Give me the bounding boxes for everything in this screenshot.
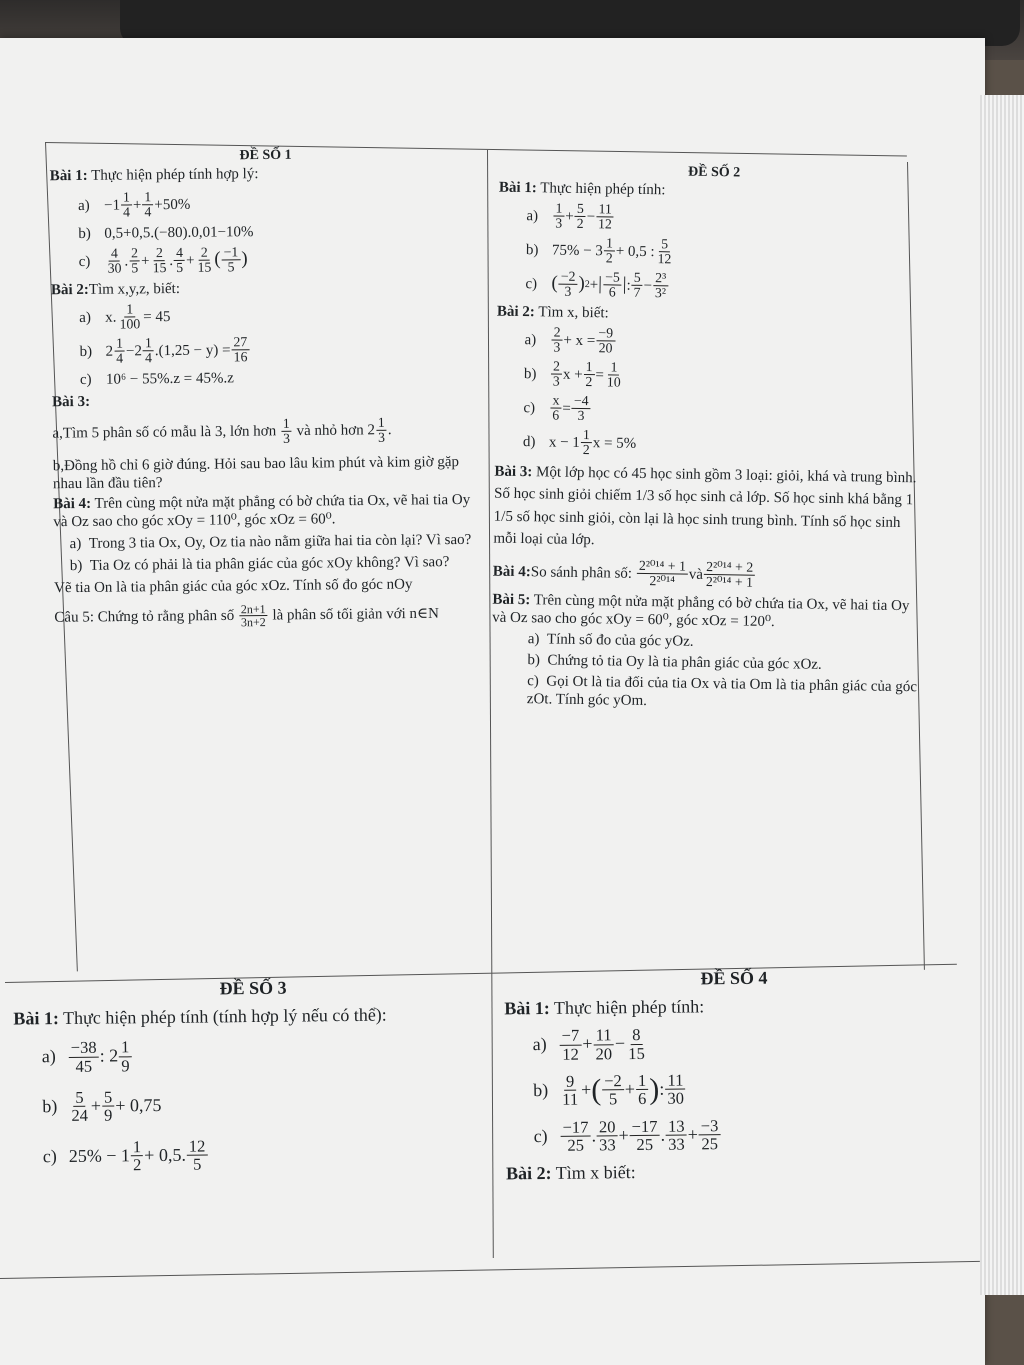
bai-label: Bài 1:: [49, 167, 88, 185]
num: 1: [376, 415, 387, 431]
bai-label: Bài 1:: [13, 1007, 59, 1029]
num: 2³: [653, 271, 668, 287]
den: 33: [599, 1135, 616, 1155]
de2-bai5-c: c) Gọi Ot là tia đối của tia Ox và tia Om là tia phân giác của góc zOt. Tính góc yOm.: [526, 672, 918, 709]
fraction: [560, 1118, 590, 1154]
den: 20: [595, 1043, 613, 1064]
bai-label: Bài 1:: [498, 179, 537, 197]
fraction: [626, 1026, 647, 1062]
fraction: [102, 1088, 115, 1124]
de-so-2: [491, 162, 930, 714]
de1-bai4-a: a) Trong 3 tia Ox, Oy, Oz tia nào nằm giữa hai tia còn lại? Vì sao?: [69, 531, 472, 552]
num: 5: [575, 202, 586, 218]
bai-label: Bài 2:: [496, 303, 536, 320]
fraction: [604, 236, 615, 266]
num: −17: [630, 1118, 660, 1137]
num: 1: [608, 360, 619, 376]
num: 1: [636, 1072, 648, 1091]
de2-bai3: [493, 460, 924, 557]
den: 3: [552, 373, 560, 389]
den: 12: [562, 1044, 579, 1064]
num: 2: [199, 245, 210, 261]
text: Câu 5: Chứng tỏ rằng phân số: [54, 607, 235, 626]
item-label: c): [523, 399, 536, 416]
de1-bai2-a: [51, 298, 483, 332]
den: 15: [152, 260, 167, 276]
num: −17: [560, 1118, 590, 1137]
num: 2²⁰¹⁴ + 2: [704, 560, 755, 576]
fraction: [655, 237, 673, 267]
de3-bai1-c: [15, 1134, 495, 1175]
num: 11: [665, 1072, 685, 1091]
den: 7: [633, 285, 641, 301]
item-label: c): [42, 1145, 57, 1167]
fraction: [581, 428, 592, 458]
math-text: + 0,75: [115, 1095, 162, 1116]
fraction: [142, 190, 153, 220]
fraction: [603, 270, 622, 300]
num: 2: [552, 325, 563, 341]
den: 2: [576, 216, 584, 232]
math-text: 2: [105, 343, 114, 360]
num: −5: [603, 270, 622, 286]
num: 5: [73, 1089, 85, 1108]
de2-bai1-c: c) ( $\frac{-2}{3}$ ) 2 + | $\frac{-5}{6}$ | : $\frac{5}{7}$ − $\frac{\text{2³}}{\text{3²}}$: [497, 268, 927, 305]
math-text: −1: [103, 197, 121, 214]
math-text: +50%: [154, 196, 191, 213]
bai-text: Trên cùng một nửa mặt phẳng có bờ chứa tia Ox, vẽ hai tia Oy và Oz sao cho góc xOy = 60⁰, góc xOz = 120⁰.: [492, 591, 910, 630]
den: 16: [233, 349, 248, 365]
fraction: [376, 415, 387, 445]
fraction: [596, 326, 615, 356]
item-label: a): [532, 1034, 547, 1055]
math-text: 75% − 3: [551, 242, 604, 260]
de1-bai2-b: [51, 332, 483, 366]
num: 1: [124, 302, 135, 318]
de2-bai2-d: [495, 426, 925, 463]
item-label: c): [525, 275, 538, 292]
bai-label: Bài 2:: [505, 1162, 552, 1184]
fraction: [636, 1072, 649, 1108]
de4-title: ĐỀ SỐ 4: [700, 967, 768, 989]
math-text: 25% − 1: [68, 1145, 131, 1166]
fraction: [150, 246, 168, 276]
num: −9: [596, 326, 615, 342]
den: 2²⁰¹⁴: [649, 573, 676, 589]
text: Tính số đo của góc yOz.: [546, 631, 694, 650]
num: 1: [584, 360, 595, 376]
math-text: + 0,5.: [144, 1144, 187, 1165]
fraction: [597, 1118, 618, 1154]
num: −2: [602, 1072, 624, 1091]
den: 10: [606, 374, 621, 390]
bai-text: Thực hiện phép tính (tính hợp lý nếu có thể):: [58, 1004, 387, 1028]
de1-bai2: [51, 276, 483, 299]
text: a,Tìm 5 phân số có mẫu là 3, lớn hơn: [52, 423, 277, 442]
fraction: [560, 1073, 580, 1109]
num: 1: [121, 190, 132, 206]
de1-bai3: Bài 3:: [52, 393, 91, 410]
bai-text: Thực hiện phép tính hợp lý:: [87, 165, 259, 184]
fraction: [558, 269, 577, 299]
math-text: −2: [125, 343, 143, 360]
den: 12: [597, 216, 613, 232]
num: 1: [553, 201, 564, 217]
den: 6: [552, 407, 560, 423]
den: 3: [553, 339, 561, 355]
fraction: [665, 1072, 686, 1108]
den: 3²: [654, 285, 667, 301]
den: 9: [121, 1055, 130, 1075]
de2-bai5: [492, 590, 923, 633]
num: 5: [102, 1088, 114, 1107]
de4-bai1-c: c) $\frac{-17}{25}$ . $\frac{20}{33}$ + $\frac{-17}{25}$ . $\frac{13}{33}$ + $\frac{-3}{25}$: [505, 1115, 965, 1156]
de1-bai1-c: c) $\frac{4}{30}$ . $\frac{2}{5}$ + $\frac{2}{15}$ . $\frac{4}{5}$ + $\frac{2}{15}$ ( $\frac{-1}{5}$ ): [51, 243, 483, 277]
den: 12: [657, 251, 672, 267]
item-label: b): [79, 343, 93, 360]
fraction: [559, 1027, 581, 1063]
math-text: + 0,5 :: [615, 243, 655, 260]
den: 3n+2: [240, 615, 266, 630]
fraction: [114, 336, 125, 366]
de2-bai2-b: [496, 358, 926, 395]
den: 25: [701, 1134, 719, 1154]
den: 11: [562, 1090, 579, 1110]
num: 1: [114, 336, 125, 352]
num: 20: [597, 1118, 618, 1137]
den: 5: [608, 1089, 618, 1109]
fraction: [551, 325, 562, 355]
text: .: [387, 421, 392, 438]
math-text: 10⁶ − 55%.z = 45%.z: [105, 370, 234, 388]
num: 1: [281, 416, 292, 432]
fraction: [131, 1138, 144, 1174]
de2-bai2: [497, 302, 927, 327]
num: 2n+1: [239, 603, 268, 617]
math-text: x.: [105, 309, 117, 326]
fraction: [550, 393, 561, 423]
den: 2: [132, 1155, 142, 1175]
de2-bai2-a: [496, 324, 926, 361]
num: 2: [551, 359, 562, 375]
bai-label: Bài 4:: [492, 563, 531, 580]
fraction: [631, 270, 642, 300]
fraction: [239, 603, 268, 629]
de2-bai2-c: [495, 392, 925, 429]
de3-bai1-b: [14, 1084, 494, 1125]
num: 1: [581, 428, 592, 444]
num: 1: [142, 190, 153, 206]
math-text: x +: [562, 366, 583, 383]
fraction: [637, 558, 689, 589]
item-label: b): [533, 1080, 549, 1101]
num: −1: [221, 245, 240, 261]
bai-text: Một lớp học có 45 học sinh gồm 3 loại: giỏi, khá và trung bình. Số học sinh giỏi chiếm 1/3 số học sinh cả lớp. Số học sinh khá bằng 1 1/5 số học sinh giỏi, còn lại là học sinh trung bình. Tính số học sinh mỗi loại của lớp.: [493, 463, 917, 549]
fraction: [593, 1026, 614, 1062]
fraction: [221, 245, 240, 275]
fraction: [666, 1117, 687, 1153]
bai-label: Bài 2:: [50, 281, 89, 299]
num: 4: [174, 246, 185, 262]
den: 25: [636, 1135, 654, 1155]
num: 1: [119, 1038, 131, 1057]
bai-text: Tìm x,y,z, biết:: [88, 280, 181, 298]
den: 9: [103, 1105, 113, 1125]
item-label: b): [523, 365, 537, 382]
fraction: [553, 201, 564, 231]
den: 20: [598, 340, 613, 356]
den: 3: [577, 408, 585, 424]
den: 2²⁰¹⁴ + 1: [705, 574, 754, 590]
fraction: [596, 202, 614, 232]
math-text: =: [595, 366, 605, 383]
fraction: [129, 246, 140, 276]
fraction: [143, 336, 154, 366]
fraction: [653, 271, 669, 301]
den: 6: [638, 1089, 647, 1109]
den: 3: [377, 429, 386, 446]
fraction: [575, 202, 586, 232]
num: −4: [572, 393, 591, 409]
math-text: x = 5%: [592, 434, 637, 452]
bai-label: Bài 5:: [492, 591, 531, 608]
num: 2: [129, 246, 140, 262]
bai-label: Bài 4:: [53, 495, 92, 512]
den: 2: [605, 250, 613, 266]
num: 2²⁰¹⁴ + 1: [637, 558, 688, 574]
de3-bai1: [13, 1003, 493, 1030]
num: 4: [109, 246, 120, 262]
de4-bai1: [504, 993, 964, 1019]
text: và: [688, 566, 704, 583]
fraction: [117, 302, 142, 332]
math-text: : 2: [99, 1045, 119, 1066]
de-so-4: [504, 966, 966, 1185]
num: −7: [559, 1027, 581, 1046]
den: 3: [555, 215, 563, 231]
num: 13: [666, 1117, 687, 1136]
item-label: c): [79, 371, 92, 388]
fraction: [106, 246, 124, 276]
num: 11: [594, 1026, 614, 1045]
num: −3: [699, 1117, 721, 1136]
fraction: [630, 1118, 660, 1154]
math-text: .(1,25 − y) =: [154, 342, 231, 359]
de-so-1: [49, 146, 486, 631]
de3-bai1-a: [14, 1035, 494, 1076]
de-so-3: [13, 975, 495, 1179]
item-label: b): [78, 225, 91, 242]
bai-text: So sánh phân số:: [530, 563, 633, 582]
den: 4: [116, 350, 124, 366]
fraction: [602, 1072, 624, 1108]
num: 1: [131, 1138, 143, 1157]
de1-bai4-c: Vẽ tia On là tia phân giác của góc xOz. Tính số đo góc nOy: [53, 576, 413, 596]
den: 2: [582, 442, 590, 458]
fraction: [551, 359, 562, 389]
item-label: c): [78, 253, 91, 270]
de1-bai4: [53, 490, 485, 531]
fraction: [187, 1137, 208, 1173]
text: Gọi Ot là tia đối của tia Ox và tia Om là tia phân giác của góc zOt. Tính góc yOm.: [526, 673, 918, 709]
den: 4: [123, 204, 131, 220]
fraction: [704, 560, 756, 591]
den: 25: [567, 1135, 585, 1156]
den: 5: [227, 259, 235, 275]
den: 30: [107, 260, 122, 276]
bai-text: Tìm x biết:: [551, 1161, 636, 1183]
num: 11: [596, 202, 614, 218]
num: −38: [69, 1039, 99, 1058]
fraction: [583, 360, 594, 390]
den: 15: [197, 259, 212, 275]
de1-title: ĐỀ SỐ 1: [239, 147, 292, 164]
text: Chứng tỏ tia Oy là tia phân giác của góc xOz.: [547, 652, 822, 673]
den: 33: [668, 1134, 685, 1155]
math-text: +: [132, 197, 142, 214]
num: 9: [564, 1073, 576, 1092]
math-text: 0,5+0,5.(−80).0,01−10%: [104, 223, 254, 242]
item-label: a): [77, 197, 90, 214]
den: 6: [608, 284, 616, 300]
den: 100: [119, 316, 141, 332]
de2-bai5-a: a) Tính số đo của góc yOz.: [527, 630, 694, 650]
den: 30: [667, 1089, 685, 1109]
bai-text: Thực hiện phép tính:: [549, 995, 705, 1018]
bai-text: Trên cùng một nửa mặt phẳng có bờ chứa tia Ox, vẽ hai tia Oy và Oz sao cho góc xOy = 110⁰, góc xOz = 60⁰.: [53, 491, 471, 530]
text: và nhỏ hơn 2: [292, 421, 376, 439]
num: 8: [630, 1026, 642, 1045]
de1-bai4-b: b) Tia Oz có phải là tia phân giác của góc xOy không? Vì sao?: [69, 553, 450, 574]
math-text: = 45: [143, 308, 171, 326]
num: −2: [559, 269, 578, 285]
den: 4: [144, 350, 153, 366]
item-label: c): [533, 1126, 548, 1147]
den: 5: [131, 260, 139, 276]
bai-text: Tìm x, biết:: [534, 303, 609, 322]
num: x: [550, 393, 561, 409]
math-text: x − 1: [548, 434, 581, 451]
stacked-pages: [980, 95, 1024, 1295]
fraction: [174, 246, 185, 276]
de2-bai4: [493, 556, 923, 593]
de1-bai3-b: b,Đồng hồ chỉ 6 giờ đúng. Hỏi sau bao lâu kim phút và kim giờ gặp nhau lần đầu tiên?: [52, 453, 460, 492]
fraction: [119, 1038, 132, 1074]
num: 1: [604, 236, 615, 252]
math-text: =: [562, 400, 571, 417]
bai-label: Bài 3:: [494, 463, 533, 480]
item-label: b): [525, 241, 539, 259]
math-text: +: [90, 1095, 102, 1116]
de4-bai1-b: b) $\frac{9}{11}$ + ( $\frac{-2}{5}$ + $\frac{1}{6}$ ) : $\frac{11}{30}$: [505, 1069, 965, 1110]
den: 2: [585, 374, 593, 390]
num: 5: [632, 270, 643, 286]
num: 27: [231, 335, 249, 351]
den: 24: [71, 1106, 89, 1126]
den: 3: [282, 430, 291, 447]
de1-bai1: [50, 163, 482, 186]
den: 4: [144, 204, 152, 220]
fraction: [195, 245, 213, 275]
item-label: a): [524, 331, 537, 348]
math-text: + x =: [563, 332, 596, 349]
de2-bai5-b: b) Chứng tỏ tia Oy là tia phân giác của góc xOz.: [527, 651, 822, 673]
item-label: a): [41, 1046, 56, 1067]
de2-bai1-a: a) $\frac{1}{3}$ + $\frac{5}{2}$ − $\frac{11}{12}$: [498, 200, 928, 237]
de3-title: ĐỀ SỐ 3: [219, 977, 287, 999]
fraction: [231, 335, 249, 365]
de4-bai1-a: a) $\frac{-7}{12}$ + $\frac{11}{20}$ − $\frac{8}{15}$: [504, 1023, 964, 1064]
fraction: [121, 190, 132, 220]
de1-bai3-a: [52, 414, 484, 448]
item-label: a): [526, 207, 539, 225]
den: 15: [628, 1043, 645, 1063]
de1-bai1-a: [50, 187, 482, 221]
num: 1: [143, 336, 154, 352]
de1-bai2-c: [52, 366, 484, 389]
num: 12: [187, 1137, 208, 1156]
fraction: [572, 393, 591, 423]
num: 2: [154, 246, 165, 262]
text: là phân số tối giản với n∈N: [268, 605, 440, 624]
item-label: d): [522, 433, 536, 450]
bai-label: Bài 1:: [504, 997, 550, 1019]
fraction: [69, 1089, 90, 1125]
de1-cau5: [54, 600, 486, 631]
de2-title: ĐỀ SỐ 2: [687, 164, 741, 181]
fraction: [699, 1117, 721, 1153]
de1-bai1-b: [50, 221, 482, 244]
den: 3: [564, 283, 572, 300]
fraction: [69, 1039, 99, 1075]
item-label: b): [42, 1096, 58, 1117]
num: 5: [659, 237, 670, 253]
item-label: a): [79, 309, 91, 326]
de2-bai1-b: [498, 234, 928, 271]
fraction: [605, 360, 623, 390]
den: 45: [75, 1056, 93, 1076]
den: 5: [193, 1154, 202, 1174]
bai-text: Thực hiện phép tính:: [536, 180, 666, 199]
text: Trong 3 tia Ox, Oy, Oz tia nào nằm giữa hai tia còn lại? Vì sao?: [88, 531, 472, 552]
text: Tia Oz có phải là tia phân giác của góc xOy không? Vì sao?: [89, 553, 450, 574]
fraction: [281, 416, 292, 446]
den: 5: [176, 260, 184, 276]
